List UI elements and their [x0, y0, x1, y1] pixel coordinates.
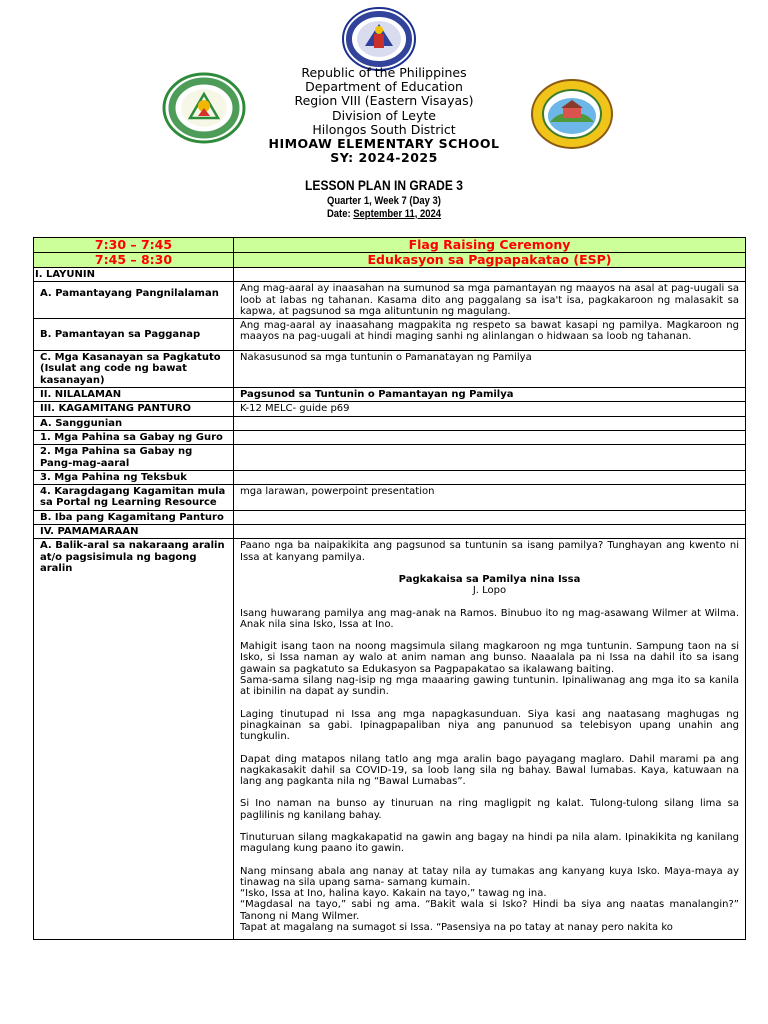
story-paragraph: “Magdasal na tayo,” sabi ng ama. “Bakit wala si Isko? Hindi ba siya ang naatas manalangin?” Tanong ni Mang Wilmer.	[240, 899, 739, 922]
value-pamantayan-sa-pagganap: Ang mag-aaral ay inaasahang magpakita ng respeto sa bawat kasapi ng pamilya. Magkaroon ng maayos na pag-uugali at hindi maging sanhi ng alinlangan o hidwaan sa loob ng tahanan.	[234, 319, 746, 351]
label-iba-pang: B. Iba pang Kagamitang Panturo	[34, 510, 234, 524]
school-year: SY: 2024-2025	[330, 150, 438, 166]
header-line: Region VIII (Eastern Visayas)	[294, 93, 474, 109]
section-nilalaman: II. NILALAMAN	[34, 388, 234, 402]
quarter-week: Quarter 1, Week 7 (Day 3)	[327, 195, 441, 207]
story-paragraph: Tinuturuan silang magkakapatid na gawin ang bagay na hindi pa nila alam. Ipinakikita ng kanilang magulang kung paano ito gawin.	[240, 831, 739, 855]
date-label: Date:	[326, 208, 354, 220]
section-pamamaraan: IV. PAMAMARAAN	[34, 525, 234, 539]
story-cell	[234, 539, 746, 940]
table-row	[34, 539, 746, 940]
value-karagdagang: mga larawan, powerpoint presentation	[234, 485, 746, 511]
letterhead	[0, 66, 768, 165]
label-kasanayan: C. Mga Kasanayan sa Pagkatuto (Isulat ang code ng bawat kasanayan)	[34, 351, 234, 388]
date-value: September 11, 2024	[353, 208, 442, 220]
story-paragraph: Mahigit isang taon na noong magsimula silang magkaroon ng mga tuntunin. Sampung taon na si Isko, si Issa naman ay walo at anim naman ang bunso. Naaalala pa ni Issa na dahil ito sa isang gawain sa pagkatuto sa Edukasyon sa Pagpapakatao sa ikalawang baiting.	[240, 641, 739, 675]
label-gabay-mag-aaral: 2. Mga Pahina sa Gabay ng Pang-mag-aaral	[34, 445, 234, 471]
table-row	[34, 416, 746, 430]
table-row	[34, 470, 746, 484]
story-paragraph: Dapat ding matapos nilang tatlo ang mga aralin bago payagang maglaro. Dahil marami pa ang nagkakasakit dahil sa COVID-19, sa loob lang sila ng bahay. Bawal lumabas. Kaya, katuwaan na lang ang pagkanta nila ng “Bawal Lumabas”.	[240, 753, 739, 788]
label-pamantayan-sa-pagganap: B. Pamantayan sa Pagganap	[34, 319, 234, 351]
header-line: Republic of the Philippines	[301, 65, 467, 80]
table-row	[34, 445, 746, 471]
header-line: Hilongos South District	[312, 121, 456, 137]
table-row	[34, 525, 746, 539]
story-title: Pagkakaisa sa Pamilya nina Issa	[398, 573, 581, 585]
table-row	[34, 430, 746, 444]
school-name: HIMOAW ELEMENTARY SCHOOL	[268, 136, 500, 152]
table-row	[34, 388, 746, 402]
story-paragraph: Nang minsang abala ang nanay at tatay nila ay tumakas ang kanyang kuya Isko. Maya-maya ay tinawag na sila upang sama- samang kumain.	[240, 865, 739, 888]
label-sanggunian: A. Sanggunian	[34, 416, 234, 430]
table-row	[34, 268, 746, 282]
table-row	[34, 510, 746, 524]
header-line: Division of Leyte	[332, 107, 436, 123]
schedule-row	[34, 253, 746, 268]
story-paragraph: Sama-sama silang nag-isip ng mga maaaring gawing tuntunin. Ipinaliwanag ang mga ito sa kanila at ibinilin na dapat ay sundin.	[240, 675, 739, 698]
label-gabay-guro: 1. Mga Pahina sa Gabay ng Guro	[34, 430, 234, 444]
label-pamantayang-pangnilalaman: A. Pamantayang Pangnilalaman	[34, 282, 234, 319]
table-row	[34, 402, 746, 416]
label-teksbuk: 3. Mga Pahina ng Teksbuk	[34, 470, 234, 484]
header-line: Department of Education	[305, 79, 463, 95]
table-row	[34, 351, 746, 388]
deped-seal-icon	[341, 6, 417, 72]
label-balik-aral: A. Balik-aral sa nakaraang aralin at/o pagsisimula ng bagong aralin	[34, 539, 234, 940]
story-paragraph: “Isko, Issa at Ino, halina kayo. Kakain na tayo,” tawag ng ina.	[240, 888, 547, 900]
value-kasanayan: Nakasusunod sa mga tuntunin o Pamanatayan ng Pamilya	[234, 351, 746, 388]
story-paragraph: Isang huwarang pamilya ang mag-anak na Ramos. Binubuo ito ng mag-asawang Wilmer at Wilma. Anak nila sina Isko, Issa at Ino.	[240, 607, 739, 630]
story-paragraph: Si Ino naman na bunso ay tinuruan na ring magligpit ng kalat. Tulong-tulong silang lima sa paglilinis ng kanilang bahay.	[240, 798, 739, 821]
story-intro: Paano nga ba naipakikita ang pagsunod sa tuntunin sa isang pamilya? Tunghayan ang kwento ni Issa at kanyang pamilya.	[240, 540, 739, 563]
value-nilalaman: Pagsunod sa Tuntunin o Pamantayan ng Pamilya	[234, 388, 746, 402]
schedule-time: 7:30 – 7:45	[34, 238, 234, 253]
story-paragraph: Tapat at magalang na sumagot si Issa. “Pasensiya na po tatay at nanay pero nakita ko	[240, 922, 673, 934]
story-author: J. Lopo	[472, 585, 507, 597]
schedule-time: 7:45 – 8:30	[34, 253, 234, 268]
schedule-activity: Edukasyon sa Pagpapakatao (ESP)	[234, 253, 746, 268]
schedule-row	[34, 238, 746, 253]
value-pamantayang-pangnilalaman: Ang mag-aaral ay inaasahan na sumunod sa mga pamantayan ng maayos na asal at pag-uugali sa loob at labas ng tahanan. Kasama dito ang paggalang sa isa't isa, pagkakaroon ng malasakit sa kapwa, at pagsunod sa mga alituntunin ng magulang.	[234, 282, 746, 319]
lesson-plan-title: LESSON PLAN IN GRADE 3	[305, 177, 463, 193]
lesson-plan-table	[33, 237, 746, 940]
lesson-date	[54, 208, 714, 220]
label-karagdagang: 4. Karagdagang Kagamitan mula sa Portal ng Learning Resource	[34, 485, 234, 511]
section-kagamitang: III. KAGAMITANG PANTURO	[34, 402, 234, 416]
table-row	[34, 319, 746, 351]
table-row	[34, 282, 746, 319]
table-row	[34, 485, 746, 511]
value-kagamitang: K-12 MELC- guide p69	[234, 402, 746, 416]
story-paragraph: Laging tinutupad ni Issa ang mga napagkasunduan. Siya kasi ang naatasang maghugas ng pinagkainan sa gabi. Ipinagpapaliban niya ang panunuod sa telebisyon upang unahin ang tungkulin.	[240, 708, 739, 743]
section-layunin: I. LAYUNIN	[34, 268, 234, 282]
schedule-activity: Flag Raising Ceremony	[234, 238, 746, 253]
